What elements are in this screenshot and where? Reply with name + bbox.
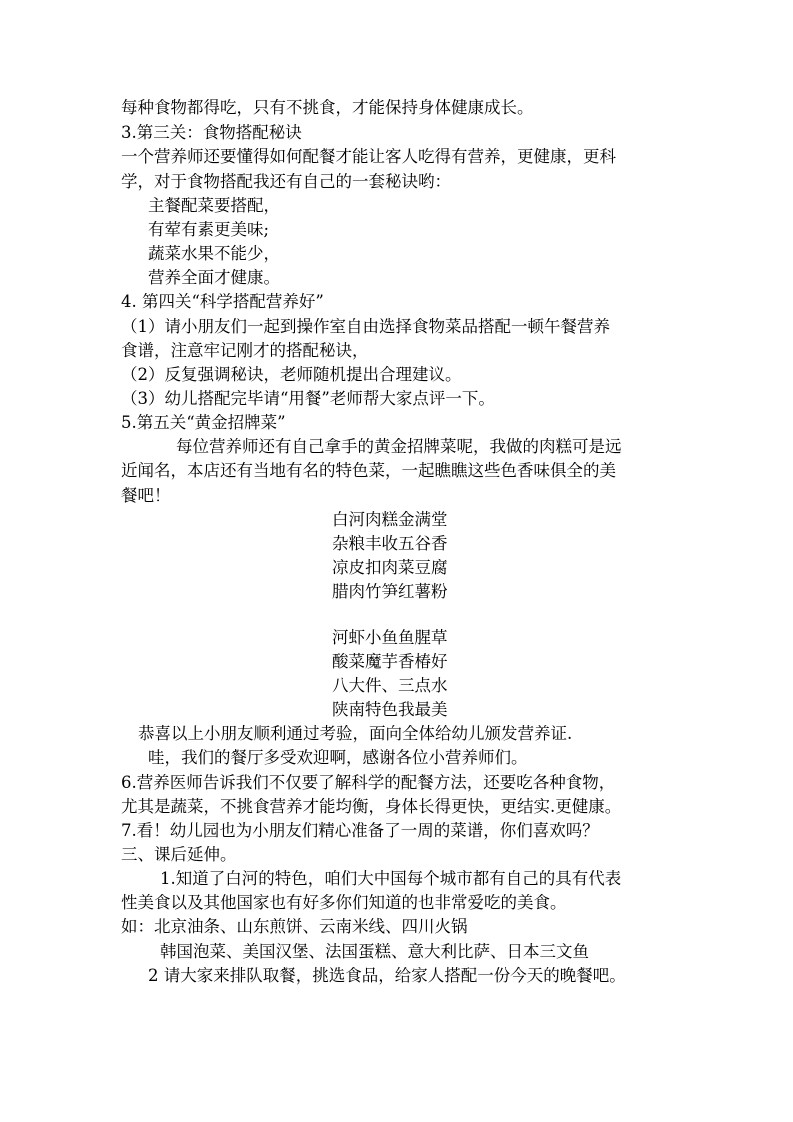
text-line: 7.看！幼儿园也为小朋友们精心准备了一周的菜谱，你们喜欢吗？ xyxy=(121,821,599,840)
dish-line: 酸菜魔芋香椿好 xyxy=(332,652,448,671)
rhyme-line: 有荤有素更美味; xyxy=(148,220,270,239)
dish-line: 杂粮丰收五谷香 xyxy=(332,534,448,553)
text-line: 食谱，注意牢记刚才的搭配秘诀， xyxy=(121,341,369,360)
dish-line: 白河肉糕金满堂 xyxy=(332,510,448,529)
dish-line: 凉皮扣肉菜豆腐 xyxy=(332,558,448,577)
text-line: 如：北京油条、山东煎饼、云南米线、四川火锅 xyxy=(121,917,468,936)
section-heading: 4. 第四关“科学搭配营养好” xyxy=(121,292,324,311)
rhyme-line: 蔬菜水果不能少， xyxy=(148,244,280,263)
dish-line: 河虾小鱼鱼腥草 xyxy=(332,628,448,647)
text-line: 性美食以及其他国家也有好多你们知道的也非常爱吃的美食。 xyxy=(121,893,567,912)
text-line: 每种食物都得吃，只有不挑食，才能保持身体健康成长。 xyxy=(121,98,534,117)
section-heading: 三、课后延伸。 xyxy=(121,845,237,864)
text-line: （3）幼儿搭配完毕请“用餐”老师帮大家点评一下。 xyxy=(121,389,495,408)
text-line: 近闻名，本店还有当地有名的特色菜，一起瞧瞧这些色香味俱全的美 xyxy=(121,461,616,480)
text-line: 6.营养医师告诉我们不仅要了解科学的配餐方法，还要吃各种食物， xyxy=(121,773,616,792)
text-line: 恭喜以上小朋友顺利通过考验，面向全体给幼儿颁发营养证. xyxy=(138,724,573,743)
text-line: 学，对于食物搭配我还有自己的一套秘诀哟： xyxy=(121,172,451,191)
section-heading: 5.第五关“黄金招牌菜” xyxy=(121,413,286,432)
rhyme-line: 主餐配菜要搭配， xyxy=(148,196,280,215)
text-line: 韩国泡菜、美国汉堡、法国蛋糕、意大利比萨、日本三文鱼 xyxy=(160,942,589,961)
text-line: 餐吧！ xyxy=(121,486,171,505)
text-line: 每位营养师还有自己拿手的黄金招牌菜呢，我做的肉糕可是远 xyxy=(176,437,622,456)
dish-line: 腊肉竹笋红薯粉 xyxy=(332,582,448,601)
text-line: （2）反复强调秘诀，老师随机提出合理建议。 xyxy=(121,365,462,384)
dish-line: 八大件、三点水 xyxy=(332,676,448,695)
text-line: 一个营养师还要懂得如何配餐才能让客人吃得有营养，更健康，更科 xyxy=(121,147,616,166)
text-line: 1.知道了白河的特色，咱们大中国每个城市都有自己的具有代表 xyxy=(160,869,622,888)
text-line: 2 请大家来排队取餐，挑选食品，给家人搭配一份今天的晚餐吧。 xyxy=(148,966,626,985)
text-line: 哇，我们的餐厅多受欢迎啊，感谢各位小营养师们。 xyxy=(148,748,528,767)
section-heading: 3.第三关：食物搭配秘诀 xyxy=(121,123,302,142)
text-line: 尤其是蔬菜，不挑食营养才能均衡，身体长得更快，更结实.更健康。 xyxy=(121,797,622,816)
text-line: （1）请小朋友们一起到操作室自由选择食物菜品搭配一顿午餐营养 xyxy=(121,317,610,336)
dish-line: 陕南特色我最美 xyxy=(332,700,448,719)
rhyme-line: 营养全面才健康。 xyxy=(148,268,280,287)
